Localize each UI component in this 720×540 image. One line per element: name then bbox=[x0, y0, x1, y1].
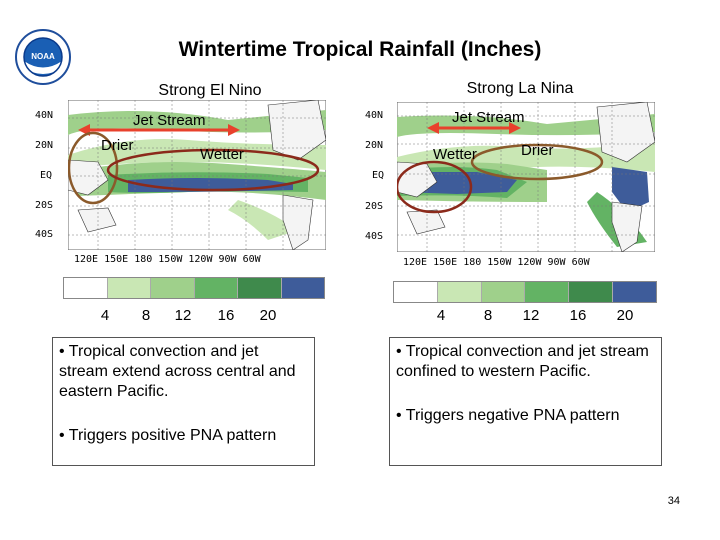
left-lon-labels: 120E 150E 180 150W 120W 90W 60W bbox=[74, 254, 261, 265]
right-map-heading: Strong La Nina bbox=[466, 80, 574, 97]
left-tick: 20 bbox=[259, 307, 277, 324]
logo-text: NOAA bbox=[31, 52, 55, 61]
right-tick: 12 bbox=[522, 307, 540, 324]
left-lat-20s: 20S bbox=[35, 200, 54, 211]
left-lat-40n: 40N bbox=[35, 110, 54, 121]
right-bullet: • Triggers negative PNA pattern bbox=[396, 407, 620, 424]
right-tick: 16 bbox=[569, 307, 587, 324]
left-tick: 8 bbox=[141, 307, 151, 324]
left-tick: 4 bbox=[100, 307, 110, 324]
right-lat-eq: EQ bbox=[372, 170, 385, 181]
right-tick: 20 bbox=[616, 307, 634, 324]
left-tick: 16 bbox=[217, 307, 235, 324]
left-lat-40s: 40S bbox=[35, 229, 54, 240]
left-drier-label: Drier bbox=[101, 137, 134, 154]
right-drier-label: Drier bbox=[521, 142, 554, 159]
right-tick: 4 bbox=[436, 307, 446, 324]
left-jet-stream-label: Jet Stream bbox=[133, 112, 206, 129]
left-lat-eq: EQ bbox=[40, 170, 53, 181]
slide-title: Wintertime Tropical Rainfall (Inches) bbox=[178, 38, 542, 61]
right-lat-40n: 40N bbox=[365, 110, 384, 121]
right-lat-20s: 20S bbox=[365, 201, 384, 212]
left-colorbar bbox=[63, 277, 325, 299]
right-text-box bbox=[389, 337, 662, 466]
left-wetter-label: Wetter bbox=[200, 146, 244, 163]
left-text-box bbox=[52, 337, 315, 466]
right-wetter-label: Wetter bbox=[433, 146, 477, 163]
right-lon-labels: 120E 150E 180 150W 120W 90W 60W bbox=[403, 257, 590, 268]
right-lat-40s: 40S bbox=[365, 231, 384, 242]
page-number: 34 bbox=[667, 495, 680, 507]
left-bullet: • Triggers positive PNA pattern bbox=[59, 427, 277, 444]
left-tick: 12 bbox=[174, 307, 192, 324]
right-jet-stream-label: Jet Stream bbox=[452, 109, 525, 126]
left-map-heading: Strong El Nino bbox=[158, 82, 262, 99]
right-rainfall-map bbox=[397, 102, 655, 252]
noaa-logo-icon bbox=[14, 28, 72, 86]
right-tick: 8 bbox=[483, 307, 493, 324]
right-colorbar bbox=[393, 281, 657, 303]
right-bullet: • Tropical convection and jet stream confined to western Pacific. bbox=[396, 343, 649, 380]
left-lat-20n: 20N bbox=[35, 140, 54, 151]
right-lat-20n: 20N bbox=[365, 140, 384, 151]
left-bullet: • Tropical convection and jet stream extend across central and eastern Pacific. bbox=[59, 343, 296, 400]
